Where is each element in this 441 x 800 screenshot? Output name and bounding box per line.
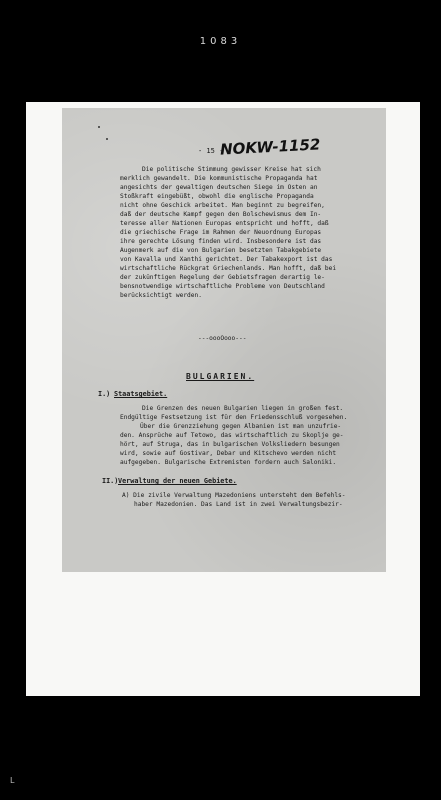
text-line: aufgegeben. Bulgarische Extremisten fordern auch Saloniki. xyxy=(120,459,337,466)
film-edge-mark: L xyxy=(10,776,15,785)
text-line: bensnotwendige wirtschaftliche Probleme von Deutschland xyxy=(120,283,325,290)
page-number: - 15 - xyxy=(198,147,224,155)
section-title: BULGARIEN. xyxy=(186,372,255,381)
text-line: Die politische Stimmung gewisser Kreise hat sich xyxy=(142,166,321,173)
scanned-document-page xyxy=(62,108,386,572)
text-line: teresse aller Nationen Europas entspricht und hofft, daß xyxy=(120,220,329,227)
text-line: die griechische Frage im Rahmen der Neuordnung Europas xyxy=(120,229,322,236)
heading-staatsgebiet: Staatsgebiet. xyxy=(114,390,168,398)
text-line: Augenmerk auf die von Bulgarien besetzten Tabakgebiete xyxy=(120,247,322,254)
text-line: hört, auf Struga, das in bulgarischen Volksliedern besungen xyxy=(120,441,340,448)
text-line: haber Mazedonien. Das Land ist in zwei Verwaltungsbezir- xyxy=(134,501,343,508)
document-stamp: NOKW-1152 xyxy=(219,135,321,159)
text-line: nicht ohne Geschick arbeitet. Man beginnt zu begreifen, xyxy=(120,202,325,209)
heading-number: I.) xyxy=(98,390,111,398)
text-line: wirtschaftliche Rückgrat Griechenlands. Man hofft, daß bei xyxy=(120,265,337,272)
heading-number: II.) xyxy=(102,477,119,485)
text-line: Endgültige Festsetzung ist für den Friedensschluß vorgesehen. xyxy=(120,414,348,421)
text-line: der zukünftigen Regelung der Gebietsfragen derartig le- xyxy=(120,274,325,281)
text-line: angesichts der gewaltigen deutschen Siege im Osten an xyxy=(120,184,318,191)
microfilm-frame-number: 1083 xyxy=(199,36,242,47)
text-line: ihre gerechte Lösung finden wird. Insbesondere ist das xyxy=(120,238,322,245)
paper-speck xyxy=(106,138,108,140)
heading-verwaltung: Verwaltung der neuen Gebiete. xyxy=(118,477,237,485)
text-line: berücksichtigt werden. xyxy=(120,292,202,299)
text-line: merklich gewandelt. Die kommunistische Propaganda hat xyxy=(120,175,318,182)
text-line: Stoßkraft eingebüßt, obwohl die englische Propaganda xyxy=(120,193,314,200)
text-line: daß der deutsche Kampf gegen den Bolschewismus dem In- xyxy=(120,211,322,218)
text-line: wird, sowie auf Gostivar, Debar und Kitschevo werden nicht xyxy=(120,450,337,457)
section-separator: ---oooOooo--- xyxy=(198,335,247,342)
text-line: Die Grenzen des neuen Bulgarien liegen in großen fest. xyxy=(142,405,344,412)
text-line: A) Die zivile Verwaltung Mazedoniens untersteht dem Befehls- xyxy=(122,492,346,499)
paper-speck xyxy=(98,126,100,128)
text-line: von Kavalla und Xanthi gerichtet. Der Tabakexport ist das xyxy=(120,256,333,263)
text-line: Über die Grenzziehung gegen Albanien ist man unzufrie- xyxy=(140,423,342,430)
text-line: den. Ansprüche auf Tetowo, das wirtschaftlich zu Skoplje ge- xyxy=(120,432,344,439)
